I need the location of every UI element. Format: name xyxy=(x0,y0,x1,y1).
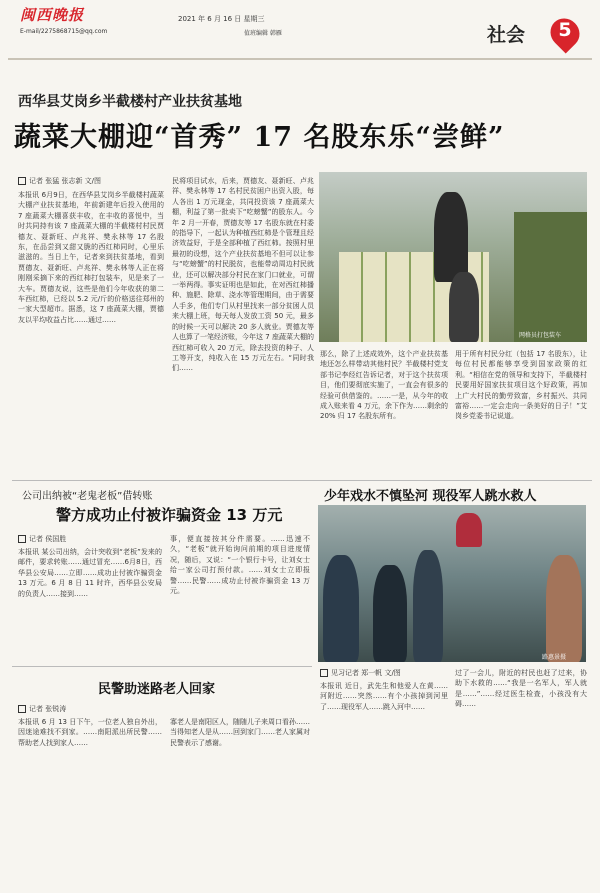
masthead-rule xyxy=(8,58,592,60)
story1-column-2: 民将项目试水，后来，贾德友、聂新旺、卢兆祥、樊永林等 17 名村民贫困户出资入股，每人各出 1 万元现金，共同投资该 7 座蔬菜大棚，利益了第一批卖下“吃螃蟹”的股东人。今年 2 月一开春，贾德友等 17 名股东就在村委的指导下，一起认为种植西红柿是个管理且经济效益好，于是全部种植了西红柿。按照村里最初的设想，这个产业扶贫基地不但可以让参与“吃螃蟹”的村民脱贫，也能带动周边村民就业，还可以解决部分村民在家门口就业，可谓一举两得。事实证明也是如此，在对西红柿播种、施肥、除草、浇水等管理期间，由于需要人手多，他们专门从村里找来一部分贫困人员来大棚上班，每天每人发放工资 50 元，最多的时候一天可以解决 20 多人就业。贾德友等人也算了一笔经济账，今年这 7 座蔬菜大棚的西红柿可收入 20 万元，除去投资的种子、人工等开支，纯收入在 15 万元左右。“同时我们…… xyxy=(172,177,314,373)
story1-column-3: 那么，除了上述成效外，这个产业扶贫基地还怎么样带动其他村民？半截楼村党支部书记李经红告诉记者，对于这个扶贫项目，他们要彻底实施了，一直会有很多的经验可供借鉴的。……一是，从今年的收成入账来看 4 万元，余下作为……剩余的 20% 归 17 名股东所有。 xyxy=(320,350,448,421)
story4-column-1: 本报讯 近日，武先生和他爱人在黄……河附近……突然……有个小孩掉到河里了……现役军人……跳入河中…… xyxy=(320,682,448,711)
page-number: 5 xyxy=(558,19,572,41)
worker-figure xyxy=(449,272,479,342)
section-divider xyxy=(12,480,592,481)
duty-editors: 值班编辑 韩雁 xyxy=(244,30,282,37)
story3-column-2: 寡老人是南阳区人，随随儿子来周口看孙……当得知老人是从……回到家门……老人家属对民警表示了感谢。 xyxy=(170,718,310,747)
section-divider xyxy=(12,666,312,667)
worker-figure xyxy=(434,192,468,282)
story2-column-1: 本报讯 某公司出纳，会计突收到“老板”发来的邮件，要求转账……通过冒充……6月8日，西华县公安局……立即……成功止付被诈骗资金 13 万元。6 月 8 日 11 时许，西华县公安局的负责人……接到…… xyxy=(18,548,162,598)
story2-headline: 警方成功止付被诈骗资金 13 万元 xyxy=(56,506,283,524)
bystander-figure xyxy=(546,555,582,662)
bystander-figure xyxy=(413,550,443,662)
story1-column-1: 本报讯 6月9日，在西华县艾岗乡半截楼村蔬菜大棚产业扶贫基地，年前新建年后投入使用的 7 座蔬菜大棚喜获丰收，在丰收的喜悦中，当时共同持有该 7 座蔬菜大棚的半截楼村村民贾德友、聂新旺、卢兆祥、樊永林等 17 名股东，在品尝到又甜又脆的西红柿同时，心里乐滋滋的。当日上午，记者来到扶贫基地，看到贾德友、聂新旺、卢兆祥、樊永林等人正在将刚刚采摘下来的西红柿打包装车，见是来了一大车。贾德友说，这些是他们今年收获的第二车西红柿，已经以 5.2 元/斤的价格送往郑州的一家大型超市。据悉，这 7 座蔬菜大棚，贾德友以平均收益占比……通过…… xyxy=(18,191,164,324)
story4-headline: 少年戏水不慎坠河 现役军人跳水救人 xyxy=(324,489,537,504)
story3-headline: 民警助迷路老人回家 xyxy=(98,682,216,697)
story4-byline: 见习记者 郑一帆 文/图 xyxy=(320,668,401,678)
story1-kicker: 西华县艾岗乡半截楼村产业扶贫基地 xyxy=(18,94,242,110)
section-title: 社会 xyxy=(487,24,526,46)
photo2-caption: 路惠景摄 xyxy=(542,654,567,661)
story1-byline: 记者 张猛 张志新 文/图 xyxy=(18,176,101,186)
story1-column-4: 用于所有村民分红（包括 17 名股东），让每位村民都能够享受到国家政策的红利。“相信在党的领导和支持下，半截楼村民要用好国家扶贫项目这个好政策，再加上广大村民的勤劳致富，乡村振兴、共同富裕……一定会走向一条美好的日子！”艾岗乡党委书记说道。 xyxy=(455,350,587,421)
newspaper-logo: 闽西晚报 xyxy=(20,6,85,24)
masthead xyxy=(0,0,600,62)
story2-byline: 记者 侯国胜 xyxy=(18,534,66,544)
river-rescue-photo xyxy=(318,505,586,662)
rescuer-figure xyxy=(456,513,482,547)
issue-date: 2021 年 6 月 16 日 星期三 xyxy=(178,15,265,23)
photo1-caption: 网格员打包装车 xyxy=(519,332,562,339)
story3-byline: 记者 张锐涛 xyxy=(18,704,66,714)
story3-column-1: 本报讯 6 月 13 日下午，一位老人独自外出，因迷途难找不到家。……南阳派出所民警……帮助老人找到家人…… xyxy=(18,718,162,747)
greenhouse-plants xyxy=(514,212,587,342)
vegetable-packing-photo xyxy=(319,172,587,342)
story4-column-2: 过了一会儿，附近的村民也赶了过来，协助下水救的……“我是一名军人，军人就是……”……经过医生检查，小孩没有大碍…… xyxy=(455,669,587,709)
story1-headline: 蔬菜大棚迎“首秀” 17 名股东乐“尝鲜” xyxy=(14,122,505,153)
masthead-email: E-mail/2275868715@qq.com xyxy=(20,28,108,35)
bystander-figure xyxy=(373,565,407,662)
story2-kicker: 公司出纳被“老鬼老板”借转账 xyxy=(22,491,153,502)
story2-column-2: 事，便直接按其分件需要。……迅速不久，“老板”就开始询问前期的项目进度情况，随后，又说：“一个银行卡号，让刘女士给一家公司打预付款。……刘女士立即报警……民警……成功止付被诈骗资金 13 万元。 xyxy=(170,535,310,596)
bystander-figure xyxy=(323,555,359,662)
